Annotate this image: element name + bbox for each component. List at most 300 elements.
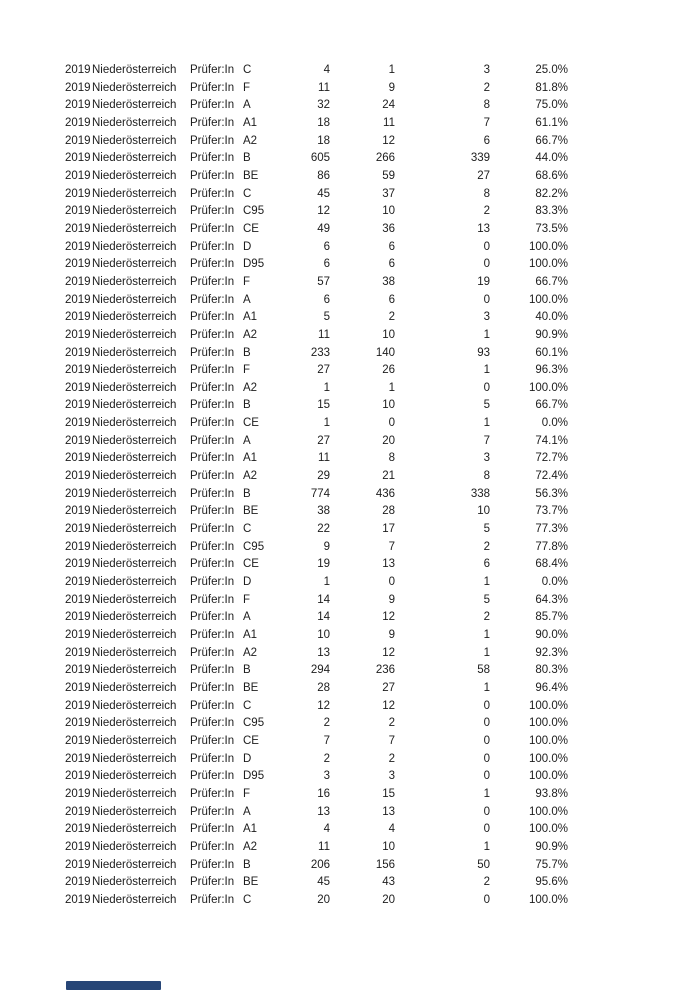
- cell-passed: 9: [388, 81, 395, 94]
- cell-pass-rate: 56.3%: [535, 487, 568, 500]
- cell-year: 2019: [65, 346, 91, 359]
- cell-license-class: A2: [243, 328, 258, 341]
- cell-region: Niederösterreich: [92, 858, 177, 871]
- cell-region: Niederösterreich: [92, 752, 177, 765]
- cell-passed: 266: [375, 152, 395, 165]
- cell-pass-rate: 0.0%: [541, 417, 568, 430]
- cell-region: Niederösterreich: [92, 399, 177, 412]
- table-row: [65, 239, 568, 257]
- cell-total: 605: [310, 152, 330, 165]
- cell-failed: 58: [477, 664, 490, 677]
- cell-pass-rate: 93.8%: [535, 787, 568, 800]
- cell-year: 2019: [65, 152, 91, 165]
- cell-passed: 38: [382, 275, 395, 288]
- cell-pass-rate: 60.1%: [535, 346, 568, 359]
- cell-license-class: B: [243, 399, 251, 412]
- table-row: [65, 733, 568, 751]
- cell-examiner: Prüfer:In: [190, 187, 235, 200]
- cell-total: 20: [317, 893, 330, 906]
- cell-failed: 0: [483, 734, 490, 747]
- cell-region: Niederösterreich: [92, 275, 177, 288]
- cell-pass-rate: 81.8%: [535, 81, 568, 94]
- cell-failed: 0: [483, 770, 490, 783]
- cell-passed: 15: [382, 787, 395, 800]
- table-row: [65, 539, 568, 557]
- cell-failed: 0: [483, 293, 490, 306]
- cell-passed: 43: [382, 876, 395, 889]
- cell-region: Niederösterreich: [92, 629, 177, 641]
- table-row: [65, 892, 568, 910]
- cell-failed: 5: [483, 399, 490, 412]
- cell-passed: 27: [382, 681, 395, 694]
- table-row: [65, 556, 568, 574]
- cell-year: 2019: [65, 99, 91, 112]
- table-row: [65, 380, 568, 398]
- cell-failed: 2: [483, 611, 490, 624]
- cell-total: 233: [310, 346, 330, 359]
- cell-total: 11: [318, 328, 330, 341]
- cell-year: 2019: [65, 417, 91, 430]
- cell-pass-rate: 77.3%: [535, 523, 568, 536]
- cell-failed: 6: [483, 134, 490, 147]
- cell-license-class: A2: [243, 134, 258, 147]
- cell-year: 2019: [65, 328, 91, 341]
- cell-pass-rate: 96.3%: [535, 364, 568, 377]
- cell-passed: 9: [388, 593, 395, 606]
- cell-region: Niederösterreich: [92, 417, 177, 430]
- cell-pass-rate: 40.0%: [535, 311, 568, 324]
- cell-examiner: Prüfer:In: [190, 293, 235, 306]
- cell-region: Niederösterreich: [92, 134, 177, 147]
- cell-year: 2019: [65, 452, 91, 465]
- cell-pass-rate: 77.8%: [535, 540, 568, 553]
- cell-failed: 7: [483, 434, 490, 447]
- cell-region: Niederösterreich: [92, 576, 177, 589]
- cell-license-class: C: [243, 699, 252, 712]
- cell-license-class: A: [243, 434, 251, 447]
- cell-examiner: Prüfer:In: [190, 858, 235, 871]
- cell-passed: 0: [388, 417, 395, 430]
- cell-year: 2019: [65, 364, 91, 377]
- cell-examiner: Prüfer:In: [190, 611, 235, 624]
- cell-pass-rate: 73.5%: [535, 222, 568, 235]
- cell-passed: 12: [382, 134, 395, 147]
- cell-region: Niederösterreich: [92, 470, 177, 483]
- cell-total: 10: [317, 629, 330, 641]
- cell-failed: 6: [483, 558, 490, 571]
- horizontal-scrollbar-thumb[interactable]: [66, 981, 161, 990]
- cell-total: 774: [310, 487, 330, 500]
- cell-failed: 27: [477, 169, 490, 182]
- cell-license-class: F: [243, 275, 251, 288]
- cell-region: Niederösterreich: [92, 452, 177, 465]
- cell-total: 6: [323, 240, 330, 253]
- table-row: [65, 751, 568, 769]
- table-row: [65, 133, 568, 151]
- table-row: [65, 821, 568, 839]
- cell-pass-rate: 80.3%: [535, 664, 568, 677]
- cell-examiner: Prüfer:In: [190, 364, 235, 377]
- cell-examiner: Prüfer:In: [190, 470, 235, 483]
- cell-passed: 10: [382, 205, 395, 218]
- cell-total: 4: [323, 823, 330, 836]
- cell-region: Niederösterreich: [92, 717, 177, 730]
- cell-license-class: A1: [243, 629, 258, 641]
- cell-passed: 9: [388, 629, 395, 641]
- cell-license-class: D95: [243, 258, 265, 271]
- table-row: [65, 857, 568, 875]
- cell-pass-rate: 75.0%: [535, 99, 568, 112]
- cell-failed: 1: [483, 364, 490, 377]
- cell-region: Niederösterreich: [92, 187, 177, 200]
- cell-passed: 37: [382, 187, 395, 200]
- cell-passed: 236: [375, 664, 395, 677]
- cell-year: 2019: [65, 275, 91, 288]
- cell-license-class: C: [243, 187, 252, 200]
- cell-failed: 1: [483, 840, 490, 853]
- cell-total: 6: [323, 258, 330, 271]
- cell-pass-rate: 100.0%: [528, 381, 568, 394]
- cell-license-class: A1: [243, 116, 258, 129]
- cell-license-class: CE: [243, 558, 259, 571]
- cell-region: Niederösterreich: [92, 381, 177, 394]
- cell-passed: 4: [388, 823, 395, 836]
- cell-pass-rate: 0.0%: [541, 576, 568, 589]
- cell-total: 27: [317, 364, 330, 377]
- cell-year: 2019: [65, 752, 91, 765]
- cell-failed: 339: [470, 152, 490, 165]
- cell-total: 14: [317, 611, 330, 624]
- cell-passed: 7: [388, 540, 395, 553]
- cell-license-class: C95: [243, 540, 265, 553]
- cell-pass-rate: 66.7%: [535, 399, 568, 412]
- cell-passed: 12: [382, 611, 395, 624]
- cell-failed: 2: [483, 81, 490, 94]
- table-row: [65, 80, 568, 98]
- cell-examiner: Prüfer:In: [190, 169, 235, 182]
- cell-region: Niederösterreich: [92, 311, 177, 324]
- cell-year: 2019: [65, 258, 91, 271]
- cell-year: 2019: [65, 805, 91, 818]
- cell-failed: 1: [483, 681, 490, 694]
- cell-total: 14: [317, 593, 330, 606]
- cell-failed: 3: [483, 64, 490, 76]
- cell-region: Niederösterreich: [92, 611, 177, 624]
- cell-examiner: Prüfer:In: [190, 258, 235, 271]
- cell-pass-rate: 64.3%: [535, 593, 568, 606]
- cell-examiner: Prüfer:In: [190, 205, 235, 218]
- cell-region: Niederösterreich: [92, 81, 177, 94]
- cell-region: Niederösterreich: [92, 116, 177, 129]
- cell-region: Niederösterreich: [92, 328, 177, 341]
- cell-region: Niederösterreich: [92, 293, 177, 306]
- cell-failed: 8: [483, 470, 490, 483]
- cell-license-class: D95: [243, 770, 265, 783]
- cell-license-class: B: [243, 152, 251, 165]
- cell-total: 13: [317, 646, 330, 659]
- cell-examiner: Prüfer:In: [190, 629, 235, 641]
- table-row: [65, 309, 568, 327]
- cell-failed: 7: [483, 116, 490, 129]
- cell-license-class: A2: [243, 381, 258, 394]
- cell-year: 2019: [65, 664, 91, 677]
- cell-license-class: CE: [243, 734, 259, 747]
- cell-examiner: Prüfer:In: [190, 434, 235, 447]
- cell-total: 32: [317, 99, 330, 112]
- table-row: [65, 627, 568, 645]
- cell-passed: 2: [388, 717, 395, 730]
- cell-license-class: A: [243, 805, 251, 818]
- cell-failed: 8: [483, 187, 490, 200]
- cell-pass-rate: 25.0%: [535, 64, 568, 76]
- table-row: [65, 415, 568, 433]
- cell-total: 15: [317, 399, 330, 412]
- cell-year: 2019: [65, 399, 91, 412]
- cell-failed: 1: [483, 328, 490, 341]
- cell-pass-rate: 68.6%: [535, 169, 568, 182]
- cell-total: 206: [310, 858, 330, 871]
- cell-examiner: Prüfer:In: [190, 646, 235, 659]
- cell-region: Niederösterreich: [92, 64, 177, 76]
- table-row: [65, 450, 568, 468]
- cell-total: 18: [317, 134, 330, 147]
- cell-pass-rate: 100.0%: [528, 717, 568, 730]
- cell-year: 2019: [65, 717, 91, 730]
- cell-examiner: Prüfer:In: [190, 664, 235, 677]
- cell-pass-rate: 100.0%: [528, 293, 568, 306]
- cell-license-class: C95: [243, 717, 265, 730]
- cell-passed: 12: [382, 699, 395, 712]
- cell-examiner: Prüfer:In: [190, 134, 235, 147]
- cell-region: Niederösterreich: [92, 558, 177, 571]
- cell-failed: 0: [483, 381, 490, 394]
- cell-passed: 6: [388, 240, 395, 253]
- cell-examiner: Prüfer:In: [190, 893, 235, 906]
- cell-pass-rate: 75.7%: [535, 858, 568, 871]
- cell-passed: 1: [388, 64, 395, 76]
- cell-region: Niederösterreich: [92, 805, 177, 818]
- cell-pass-rate: 100.0%: [528, 770, 568, 783]
- cell-year: 2019: [65, 540, 91, 553]
- cell-license-class: A1: [243, 452, 258, 465]
- cell-examiner: Prüfer:In: [190, 593, 235, 606]
- cell-year: 2019: [65, 134, 91, 147]
- cell-failed: 0: [483, 717, 490, 730]
- cell-year: 2019: [65, 81, 91, 94]
- cell-region: Niederösterreich: [92, 99, 177, 112]
- cell-pass-rate: 96.4%: [535, 681, 568, 694]
- table-row: [65, 345, 568, 363]
- cell-examiner: Prüfer:In: [190, 399, 235, 412]
- cell-license-class: F: [243, 593, 251, 606]
- cell-region: Niederösterreich: [92, 787, 177, 800]
- table-row: [65, 609, 568, 627]
- cell-examiner: Prüfer:In: [190, 576, 235, 589]
- cell-examiner: Prüfer:In: [190, 452, 235, 465]
- cell-license-class: A: [243, 611, 251, 624]
- cell-failed: 1: [483, 787, 490, 800]
- cell-failed: 1: [483, 629, 490, 641]
- cell-license-class: C95: [243, 205, 265, 218]
- cell-region: Niederösterreich: [92, 893, 177, 906]
- cell-region: Niederösterreich: [92, 593, 177, 606]
- cell-pass-rate: 100.0%: [528, 240, 568, 253]
- cell-examiner: Prüfer:In: [190, 64, 235, 76]
- cell-pass-rate: 90.9%: [535, 840, 568, 853]
- cell-failed: 0: [483, 258, 490, 271]
- cell-total: 45: [317, 187, 330, 200]
- table-row: [65, 168, 568, 186]
- cell-year: 2019: [65, 523, 91, 536]
- cell-examiner: Prüfer:In: [190, 717, 235, 730]
- cell-failed: 0: [483, 823, 490, 836]
- cell-pass-rate: 72.4%: [535, 470, 568, 483]
- cell-passed: 20: [382, 434, 395, 447]
- cell-failed: 19: [477, 275, 490, 288]
- cell-year: 2019: [65, 629, 91, 641]
- cell-failed: 0: [483, 805, 490, 818]
- cell-passed: 2: [388, 752, 395, 765]
- cell-year: 2019: [65, 611, 91, 624]
- cell-total: 38: [317, 505, 330, 518]
- table-row: [65, 292, 568, 310]
- cell-examiner: Prüfer:In: [190, 681, 235, 694]
- table-row: [65, 397, 568, 415]
- cell-region: Niederösterreich: [92, 823, 177, 836]
- cell-region: Niederösterreich: [92, 346, 177, 359]
- cell-total: 57: [317, 275, 330, 288]
- cell-region: Niederösterreich: [92, 770, 177, 783]
- cell-passed: 59: [382, 169, 395, 182]
- cell-passed: 36: [382, 222, 395, 235]
- cell-failed: 10: [477, 505, 490, 518]
- table-row: [65, 768, 568, 786]
- table-row: [65, 433, 568, 451]
- cell-examiner: Prüfer:In: [190, 81, 235, 94]
- cell-passed: 26: [382, 364, 395, 377]
- cell-passed: 1: [388, 381, 395, 394]
- cell-license-class: A2: [243, 646, 258, 659]
- table-row: [65, 698, 568, 716]
- cell-pass-rate: 85.7%: [535, 611, 568, 624]
- cell-total: 18: [317, 116, 330, 129]
- cell-license-class: F: [243, 364, 251, 377]
- cell-examiner: Prüfer:In: [190, 328, 235, 341]
- cell-license-class: CE: [243, 222, 259, 235]
- results-table: [65, 62, 568, 910]
- cell-examiner: Prüfer:In: [190, 805, 235, 818]
- table-row: [65, 186, 568, 204]
- cell-failed: 1: [483, 646, 490, 659]
- cell-total: 1: [323, 576, 330, 589]
- cell-pass-rate: 92.3%: [535, 646, 568, 659]
- cell-failed: 1: [483, 576, 490, 589]
- cell-total: 11: [318, 452, 330, 465]
- cell-examiner: Prüfer:In: [190, 240, 235, 253]
- cell-passed: 12: [382, 646, 395, 659]
- cell-examiner: Prüfer:In: [190, 734, 235, 747]
- cell-license-class: A1: [243, 823, 258, 836]
- cell-year: 2019: [65, 876, 91, 889]
- cell-license-class: A: [243, 99, 251, 112]
- cell-examiner: Prüfer:In: [190, 311, 235, 324]
- cell-region: Niederösterreich: [92, 840, 177, 853]
- cell-region: Niederösterreich: [92, 646, 177, 659]
- cell-pass-rate: 82.2%: [535, 187, 568, 200]
- cell-failed: 0: [483, 699, 490, 712]
- cell-region: Niederösterreich: [92, 258, 177, 271]
- cell-total: 13: [317, 805, 330, 818]
- cell-passed: 28: [382, 505, 395, 518]
- cell-examiner: Prüfer:In: [190, 699, 235, 712]
- cell-total: 9: [323, 540, 330, 553]
- table-row: [65, 468, 568, 486]
- cell-year: 2019: [65, 593, 91, 606]
- cell-license-class: C: [243, 64, 252, 76]
- cell-region: Niederösterreich: [92, 540, 177, 553]
- cell-total: 2: [323, 752, 330, 765]
- cell-passed: 24: [382, 99, 395, 112]
- cell-pass-rate: 90.0%: [535, 629, 568, 641]
- cell-region: Niederösterreich: [92, 205, 177, 218]
- cell-pass-rate: 100.0%: [528, 752, 568, 765]
- cell-failed: 13: [477, 222, 490, 235]
- table-row: [65, 62, 568, 80]
- cell-passed: 436: [375, 487, 395, 500]
- cell-pass-rate: 61.1%: [535, 116, 568, 129]
- cell-passed: 6: [388, 258, 395, 271]
- cell-license-class: BE: [243, 169, 259, 182]
- cell-license-class: BE: [243, 876, 259, 889]
- cell-examiner: Prüfer:In: [190, 523, 235, 536]
- cell-pass-rate: 68.4%: [535, 558, 568, 571]
- cell-year: 2019: [65, 64, 91, 76]
- table-row: [65, 574, 568, 592]
- cell-pass-rate: 95.6%: [535, 876, 568, 889]
- table-row: [65, 680, 568, 698]
- table-row: [65, 362, 568, 380]
- table-row: [65, 327, 568, 345]
- table-row: [65, 662, 568, 680]
- cell-failed: 5: [483, 593, 490, 606]
- cell-license-class: D: [243, 576, 252, 589]
- table-row: [65, 486, 568, 504]
- cell-examiner: Prüfer:In: [190, 505, 235, 518]
- cell-year: 2019: [65, 858, 91, 871]
- cell-passed: 11: [383, 116, 395, 129]
- cell-year: 2019: [65, 381, 91, 394]
- cell-pass-rate: 72.7%: [535, 452, 568, 465]
- cell-examiner: Prüfer:In: [190, 417, 235, 430]
- cell-examiner: Prüfer:In: [190, 770, 235, 783]
- cell-examiner: Prüfer:In: [190, 152, 235, 165]
- cell-examiner: Prüfer:In: [190, 346, 235, 359]
- cell-region: Niederösterreich: [92, 152, 177, 165]
- cell-passed: 10: [382, 328, 395, 341]
- cell-pass-rate: 100.0%: [528, 258, 568, 271]
- cell-failed: 3: [483, 452, 490, 465]
- cell-year: 2019: [65, 169, 91, 182]
- cell-year: 2019: [65, 187, 91, 200]
- cell-total: 28: [317, 681, 330, 694]
- cell-failed: 3: [483, 311, 490, 324]
- cell-license-class: C: [243, 893, 252, 906]
- cell-examiner: Prüfer:In: [190, 487, 235, 500]
- cell-region: Niederösterreich: [92, 222, 177, 235]
- cell-examiner: Prüfer:In: [190, 381, 235, 394]
- cell-year: 2019: [65, 576, 91, 589]
- cell-failed: 2: [483, 540, 490, 553]
